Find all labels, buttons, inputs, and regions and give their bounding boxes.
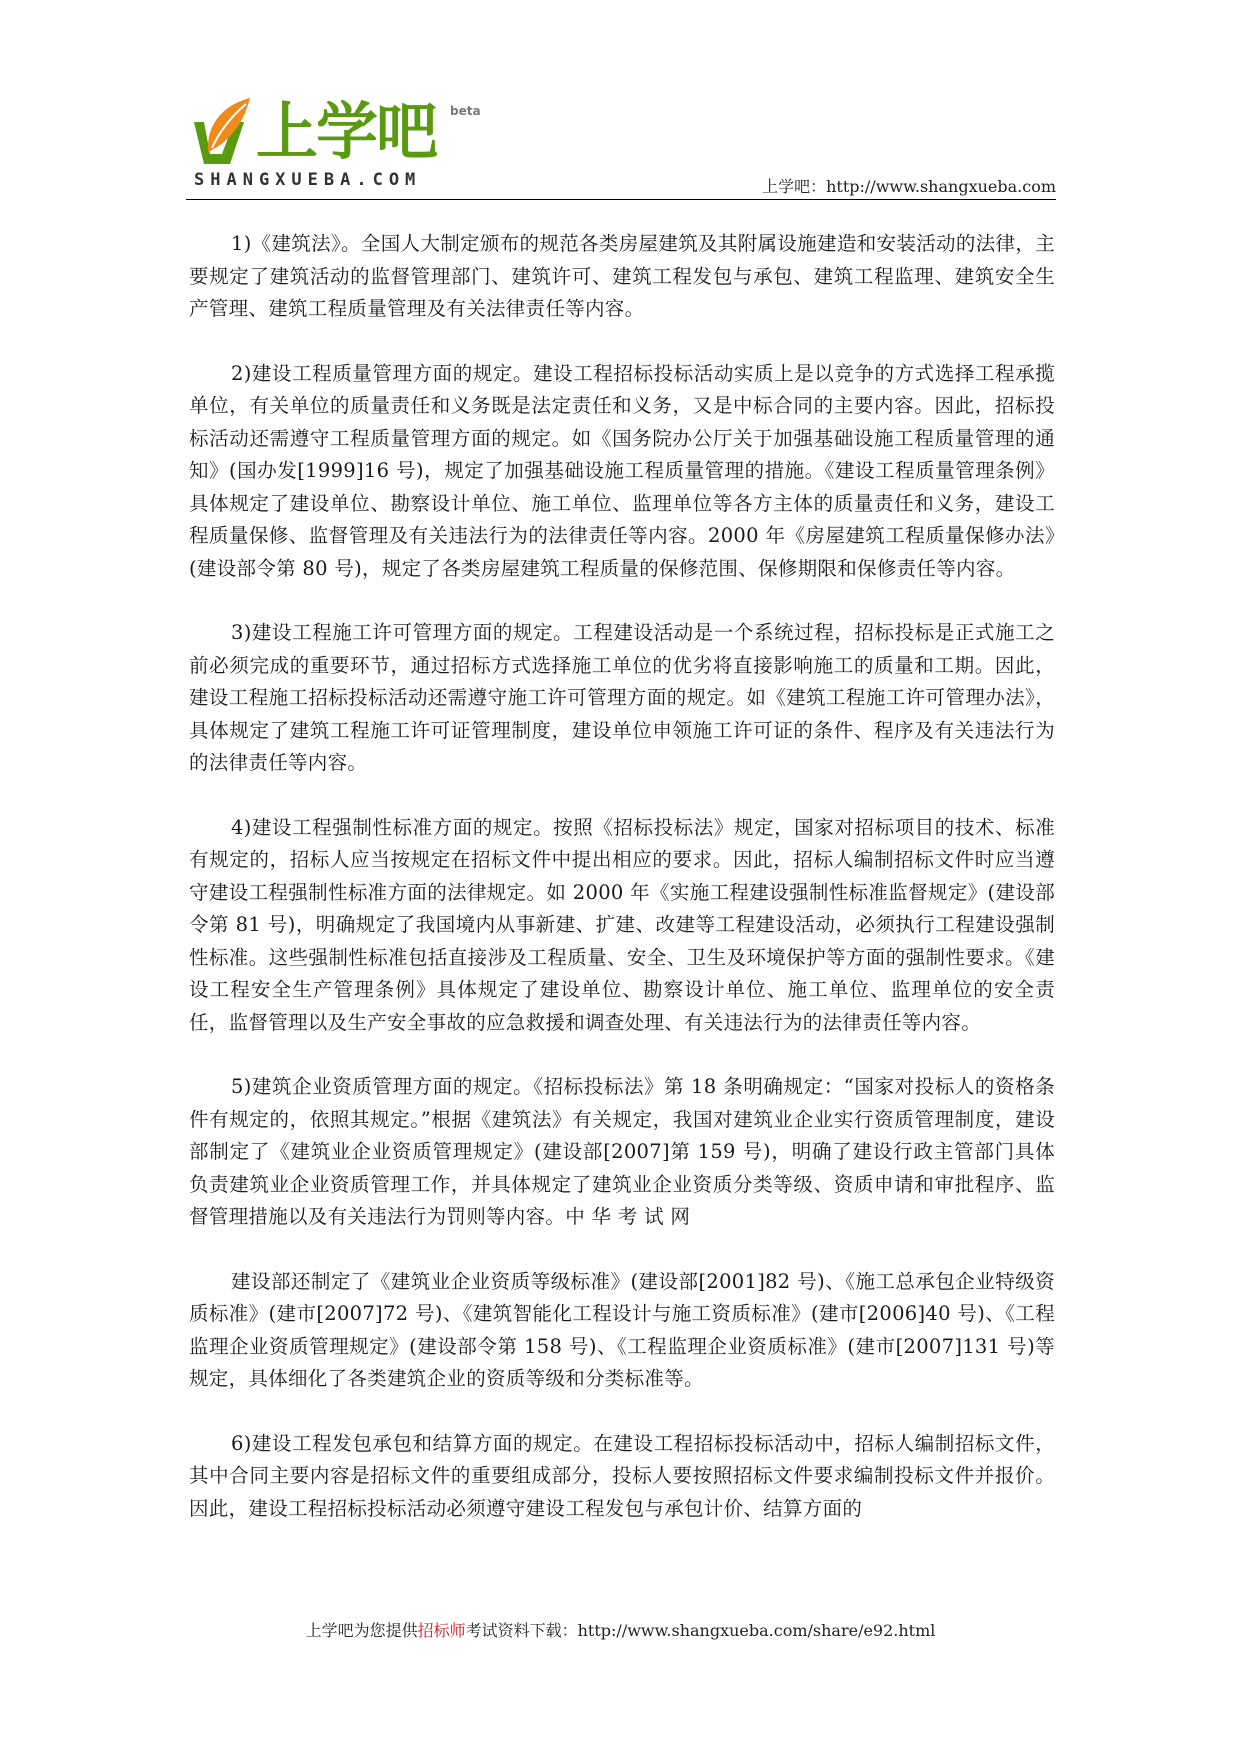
paragraph-6: 建设部还制定了《建筑业企业资质等级标准》(建设部[2001]82 号)、《施工总承包企业特级资质标准》(建市[2007]72 号)、《建筑智能化工程设计与施工资质标准》(建市[2006]40 号)、《工程监理企业资质管理规定》(建设部令第 158 号)、《工程监理企业资质标准》(建市[2007]131 号)等规定，具体细化了各类建筑企业的资质等级和分类标准等。 [189,1269,1055,1390]
document-body [189,228,1055,1557]
paragraph-2: 2)建设工程质量管理方面的规定。建设工程招标投标活动实质上是以竞争的方式选择工程承揽单位，有关单位的质量责任和义务既是法定责任和义务，又是中标合同的主要内容。因此，招标投标活动还需遵守工程质量管理方面的规定。如《国务院办公厅关于加强基础设施工程质量管理的通知》(国办发[1999]16 号)，规定了加强基础设施工程质量管理的措施。《建设工程质量管理条例》具体规定了建设单位、勘察设计单位、施工单位、监理单位等各方主体的质量责任和义务，建设工程质量保修、监督管理及有关违法行为的法律责任等内容。2000 年《房屋建筑工程质量保修办法》(建设部令第 80 号)，规定了各类房屋建筑工程质量的保修范围、保修期限和保修责任等内容。 [189,361,1055,580]
header-site-url[interactable]: 上学吧：http://www.shangxueba.com [762,177,1056,196]
footer-suffix[interactable]: 考试资料下载：http://www.shangxueba.com/share/e92.html [465,1621,936,1640]
leaf-logo-icon [186,92,256,172]
footer-highlight-link[interactable]: 招标师 [417,1621,466,1640]
logo-wordmark: 上学吧 [256,95,437,168]
paragraph-7: 6)建设工程发包承包和结算方面的规定。在建设工程招标投标活动中，招标人编制招标文件，其中合同主要内容是招标文件的重要组成部分，投标人要按照招标文件要求编制投标文件并报价。因此，建设工程招标投标活动必须遵守建设工程发包与承包计价、结算方面的 [189,1431,1055,1520]
paragraph-5: 5)建筑企业资质管理方面的规定。《招标投标法》第 18 条明确规定：“国家对投标人的资格条件有规定的，依照其规定。”根据《建筑法》有关规定，我国对建筑业企业实行资质管理制度，建设部制定了《建筑业企业资质管理规定》(建设部[2007]第 159 号)，明确了建设行政主管部门具体负责建筑业企业资质管理工作，并具体规定了建筑业企业资质分类等级、资质申请和审批程序、监督管理措施以及有关违法行为罚则等内容。中 华 考 试 网 [189,1075,1055,1228]
logo-beta-label: beta [450,104,481,118]
footer-prefix: 上学吧为您提供 [305,1621,418,1640]
paragraph-1: 1)《建筑法》。全国人大制定颁布的规范各类房屋建筑及其附属设施建造和安装活动的法律，主要规定了建筑活动的监督管理部门、建筑许可、建筑工程发包与承包、建筑工程监理、建筑安全生产管理、建筑工程质量管理及有关法律责任等内容。 [189,232,1055,320]
logo-domain-text: SHANGXUEBA.COM [194,170,422,190]
header-divider [186,199,1056,200]
site-logo[interactable] [186,92,486,202]
page-footer [0,1618,1241,1641]
page-header [186,92,1056,202]
paragraph-4: 4)建设工程强制性标准方面的规定。按照《招标投标法》规定，国家对招标项目的技术、标准有规定的，招标人应当按规定在招标文件中提出相应的要求。因此，招标人编制招标文件时应当遵守建设工程强制性标准方面的法律规定。如 2000 年《实施工程建设强制性标准监督规定》(建设部令第 81 号)，明确规定了我国境内从事新建、扩建、改建等工程建设活动，必须执行工程建设强制性标准。这些强制性标准包括直接涉及工程质量、安全、卫生及环境保护等方面的强制性要求。《建设工程安全生产管理条例》具体规定了建设单位、勘察设计单位、施工单位、监理单位的安全责任，监督管理以及生产安全事故的应急救援和调查处理、有关违法行为的法律责任等内容。 [189,815,1055,1034]
paragraph-3: 3)建设工程施工许可管理方面的规定。工程建设活动是一个系统过程，招标投标是正式施工之前必须完成的重要环节，通过招标方式选择施工单位的优劣将直接影响施工的质量和工期。因此，建设工程施工招标投标活动还需遵守施工许可管理方面的规定。如《建筑工程施工许可管理办法》，具体规定了建筑工程施工许可证管理制度，建设单位申领施工许可证的条件、程序及有关违法行为的法律责任等内容。 [189,621,1055,774]
